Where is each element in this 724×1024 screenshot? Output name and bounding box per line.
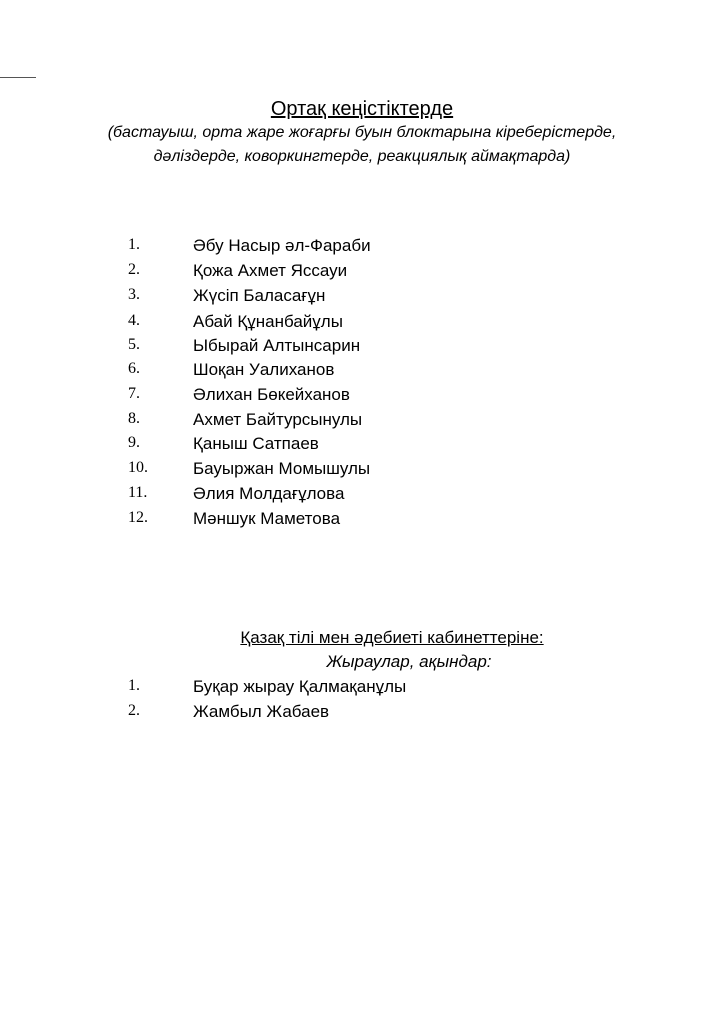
list-item-name: Буқар жырау Қалмақанұлы bbox=[193, 677, 407, 696]
list-item-number: 10. bbox=[128, 459, 148, 476]
list-item-number: 6. bbox=[128, 360, 140, 377]
list-item-name: Шоқан Уалиханов bbox=[193, 360, 335, 379]
list-item-name: Жүсіп Баласағұн bbox=[193, 286, 326, 305]
list-item-name: Әбу Насыр әл-Фараби bbox=[193, 236, 371, 255]
section1-subtitle bbox=[60, 121, 664, 169]
list-item-number: 2. bbox=[128, 261, 140, 278]
section1-title: Ортақ кеңістіктерде bbox=[270, 98, 454, 120]
list-item-number: 1. bbox=[128, 677, 140, 694]
list-item-name: Ыбырай Алтынсарин bbox=[193, 336, 361, 355]
list-item-name: Қожа Ахмет Яссауи bbox=[193, 261, 348, 280]
list-item-number: 11. bbox=[128, 484, 148, 501]
list-item-number: 3. bbox=[128, 286, 140, 303]
section1-subtitle-line2: дәліздерде, коворкингтерде, реакциялық аймақтарда) bbox=[153, 148, 571, 165]
list-item-name: Абай Құнанбайұлы bbox=[193, 312, 343, 331]
list-item-number: 5. bbox=[128, 336, 140, 353]
section2-title: Қазақ тілі мен әдебиеті кабинеттеріне: bbox=[240, 628, 544, 647]
list-item-name: Ахмет Байтурсынулы bbox=[193, 410, 363, 429]
list-item-name: Қаныш Сатпаев bbox=[193, 434, 319, 453]
list-item-number: 7. bbox=[128, 385, 140, 402]
list-item-number: 12. bbox=[128, 509, 148, 526]
list-item-number: 8. bbox=[128, 410, 140, 427]
list-item-name: Жамбыл Жабаев bbox=[193, 702, 330, 721]
list-item-name: Әлихан Бөкейханов bbox=[193, 385, 350, 404]
list-item-number: 4. bbox=[128, 312, 140, 329]
list-item-name: Мәншук Маметова bbox=[193, 509, 341, 528]
list-item-number: 9. bbox=[128, 434, 140, 451]
list-item-name: Әлия Молдағұлова bbox=[193, 484, 345, 503]
list-item-name: Бауыржан Момышулы bbox=[193, 459, 371, 478]
list-item-number: 2. bbox=[128, 702, 140, 719]
section2-subtitle: Жыраулар, ақындар: bbox=[326, 652, 492, 671]
section1-subtitle-line1: (бастауыш, орта жаре жоғарғы буын блоктарына кіреберістерде, bbox=[107, 124, 617, 141]
list-item-number: 1. bbox=[128, 236, 140, 253]
page-corner-mark bbox=[0, 77, 36, 78]
